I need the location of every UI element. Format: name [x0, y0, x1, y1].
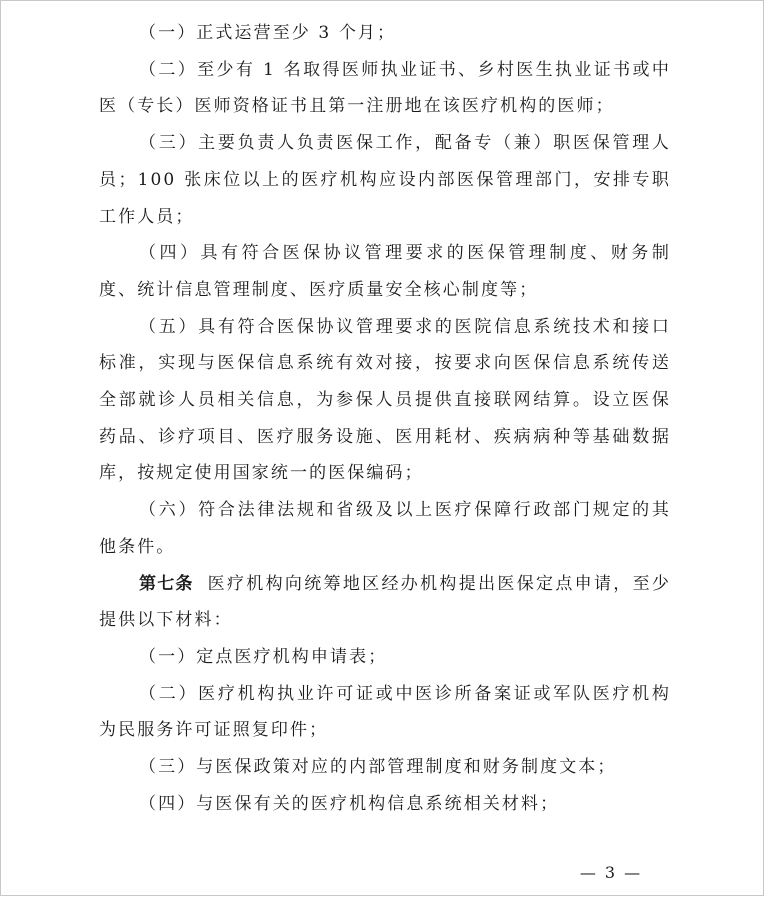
- document-body: [99, 15, 671, 822]
- material-item-1: （一）定点医疗机构申请表；: [139, 646, 388, 667]
- page-number: — 3 —: [579, 863, 643, 882]
- article-7-text: 医疗机构向统筹地区经办机构提出医保定点申请，至少提供以下材料：: [99, 573, 672, 631]
- material-item-3: （三）与医保政策对应的内部管理制度和财务制度文本；: [139, 757, 617, 778]
- article-heading: 第七条: [139, 573, 194, 594]
- material-item-4: （四）与医保有关的医疗机构信息系统相关材料；: [139, 793, 560, 814]
- paragraph-item-1: （一）正式运营至少 3 个月；: [139, 23, 397, 43]
- paragraph-item-5: （五）具有符合医保协议管理要求的医院信息系统技术和接口标准，实现与医保信息系统有效对接，按要求向医保信息系统传送全部就诊人员相关信息，为参保人员提供直接联网结算。设立医保药品、诊疗项目、医疗服务设施、医用耗材、疾病病种等基础数据库，按规定使用国家统一的医保编码；: [99, 316, 671, 484]
- article-7-paragraph: [99, 566, 671, 639]
- paragraph-item-2: （二）至少有 1 名取得医师执业证书、乡村医生执业证书或中医（专长）医师资格证书且第一注册地在该医疗机构的医师；: [99, 59, 671, 117]
- paragraph-item-3: （三）主要负责人负责医保工作，配备专（兼）职医保管理人员；100 张床位以上的医疗机构应设内部医保管理部门，安排专职工作人员；: [99, 133, 671, 227]
- material-item-2: （二）医疗机构执业许可证或中医诊所备案证或军队医疗机构为民服务许可证照复印件；: [99, 683, 671, 741]
- paragraph-item-4: （四）具有符合医保协议管理要求的医保管理制度、财务制度、统计信息管理制度、医疗质量安全核心制度等；: [99, 243, 671, 300]
- paragraph-item-6: （六）符合法律法规和省级及以上医疗保障行政部门规定的其他条件。: [99, 500, 671, 557]
